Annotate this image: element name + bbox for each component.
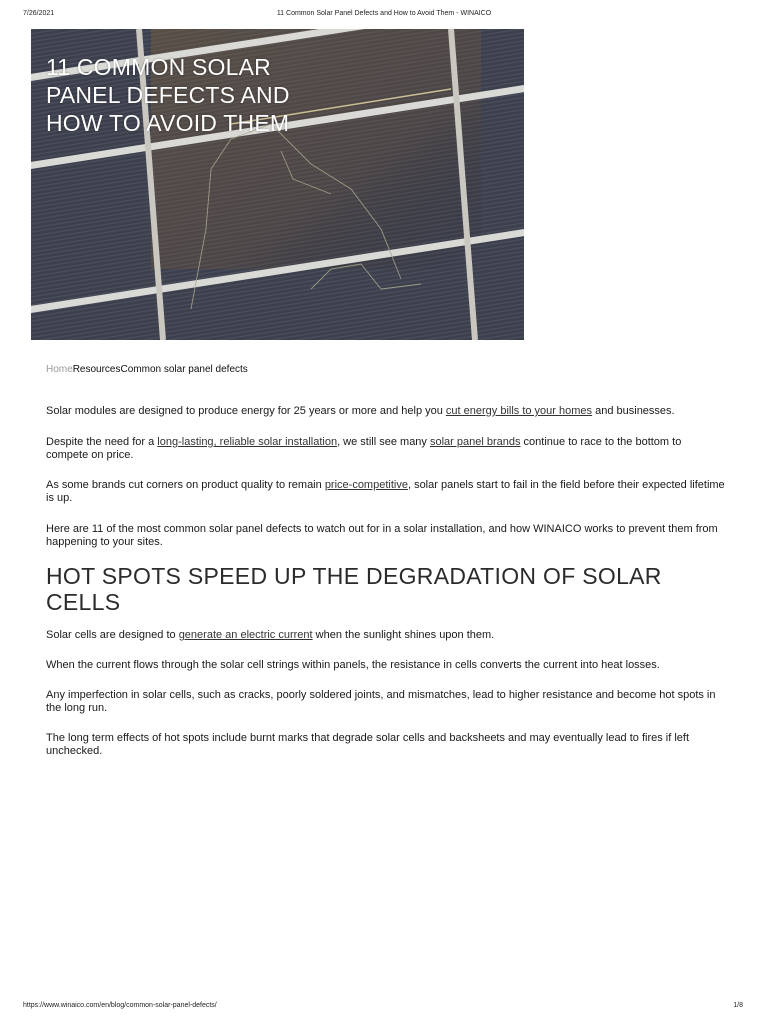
print-date: 7/26/2021	[23, 10, 55, 17]
paragraph-imperfections: Any imperfection in solar cells, such as cracks, poorly soldered joints, and mismatches, lead to higher resistance and become hot spots in the long run.	[46, 689, 716, 714]
hero-banner	[31, 29, 524, 340]
section-heading-hot-spots: HOT SPOTS SPEED UP THE DEGRADATION OF SOLAR CELLS	[46, 563, 662, 615]
paragraph-intro	[46, 405, 726, 418]
hero-title: 11 COMMON SOLAR PANEL DEFECTS AND HOW TO AVOID THEM	[46, 54, 290, 136]
text: Despite the need for a	[46, 436, 158, 448]
text: Solar modules are designed to produce energy for 25 years or more and help you	[46, 405, 446, 417]
page-number: 1/8	[733, 1002, 743, 1009]
print-footer	[0, 1002, 768, 1014]
text: continue to race to the bottom to compete on price.	[46, 436, 682, 461]
text: when the sunlight shines upon them.	[312, 629, 495, 641]
text: , we still see many	[337, 436, 430, 448]
paragraph-race-to-bottom	[46, 436, 726, 462]
text: and businesses.	[592, 405, 675, 417]
paragraph-long-term-effects: The long term effects of hot spots include burnt marks that degrade solar cells and backsheets and may eventually lead to fires if left unchecked.	[46, 732, 690, 757]
generate-electric-current-link[interactable]: generate an electric current	[178, 629, 313, 641]
solar-panel-brands-link[interactable]: solar panel brands	[429, 436, 521, 448]
paragraph-defects-intro: Here are 11 of the most common solar panel defects to watch out for in a solar installation, and how WINAICO works to prevent them from happening to your sites.	[46, 523, 718, 548]
cut-energy-bills-link[interactable]: cut energy bills to your homes	[445, 405, 593, 417]
breadcrumb-resources-link[interactable]: Resources	[72, 364, 121, 375]
print-page-title: 11 Common Solar Panel Defects and How to Avoid Them - WINAICO	[276, 10, 492, 17]
print-header	[0, 10, 768, 22]
print-url: https://www.winaico.com/en/blog/common-solar-panel-defects/	[23, 1002, 217, 1009]
text: As some brands cut corners on product quality to remain	[46, 479, 325, 491]
breadcrumb	[46, 364, 248, 375]
paragraph-cut-corners	[46, 479, 726, 505]
paragraph-heat-losses: When the current flows through the solar cell strings within panels, the resistance in cells converts the current into heat losses.	[46, 659, 660, 671]
reliable-installation-link[interactable]: long-lasting, reliable solar installation	[157, 436, 338, 448]
text: Solar cells are designed to	[46, 629, 179, 641]
text: , solar panels start to fail in the field before their expected lifetime is up.	[46, 479, 725, 504]
price-competitive-link[interactable]: price-competitive	[324, 479, 408, 491]
paragraph-electric-current	[46, 629, 726, 642]
breadcrumb-home-link[interactable]: Home	[46, 364, 73, 375]
breadcrumb-current: Common solar panel defects	[120, 364, 248, 375]
